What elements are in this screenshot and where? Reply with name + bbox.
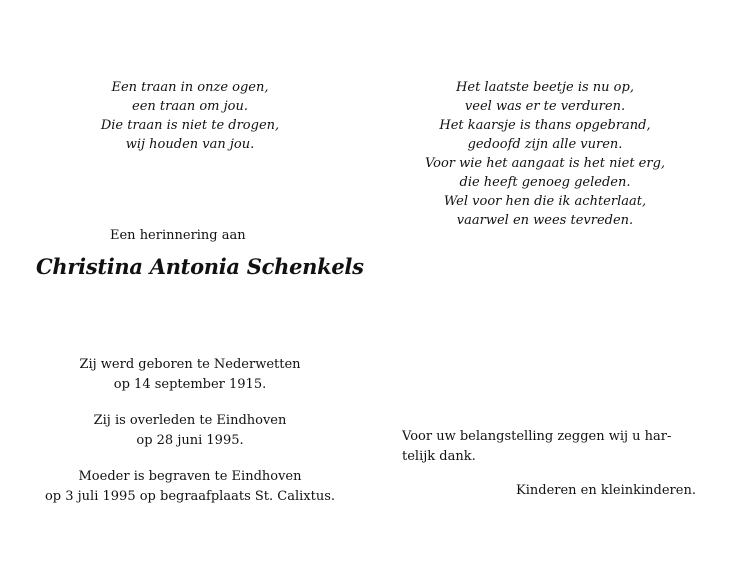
poem-right-line: Wel voor hen die ik achterlaat, [443,194,647,209]
birth-info [50,355,330,395]
memorial-intro: Een herinnering aan [110,228,246,243]
poem-right-line: Voor wie het aangaat is het niet erg, [424,156,666,171]
poem-right-line: die heeft genoeg geleden. [459,175,631,190]
burial-place: Moeder is begraven te Eindhoven [78,469,302,484]
thanks-line: telijk dank. [402,449,476,464]
poem-right-line: veel was er te verduren. [464,99,626,114]
signature: Kinderen en kleinkinderen. [516,483,696,498]
birth-place: Zij werd geboren te Nederwetten [79,357,301,372]
burial-date: op 3 juli 1995 op begraafplaats St. Calixtus. [44,489,336,504]
thanks-message [402,427,702,467]
death-place: Zij is overleden te Eindhoven [93,413,287,428]
poem-left-line: Een traan in onze ogen, [111,80,269,95]
poem-right-line: gedoofd zijn alle vuren. [467,137,623,152]
burial-info [40,467,340,507]
death-info [50,411,330,451]
poem-right-line: vaarwel en wees tevreden. [456,213,634,228]
poem-left-line: wij houden van jou. [125,137,255,152]
birth-date: op 14 september 1915. [113,377,267,392]
poem-left-line: Die traan is niet te drogen, [100,118,280,133]
death-date: op 28 juni 1995. [136,433,244,448]
poem-left-line: een traan om jou. [132,99,248,114]
deceased-name: Christina Antonia Schenkels [36,254,364,279]
poem-right-line: Het laatste beetje is nu op, [456,80,634,95]
poem-left [70,78,310,154]
thanks-line: Voor uw belangstelling zeggen wij u har- [402,429,672,444]
poem-right-line: Het kaarsje is thans opgebrand, [439,118,651,133]
poem-right [420,78,670,230]
